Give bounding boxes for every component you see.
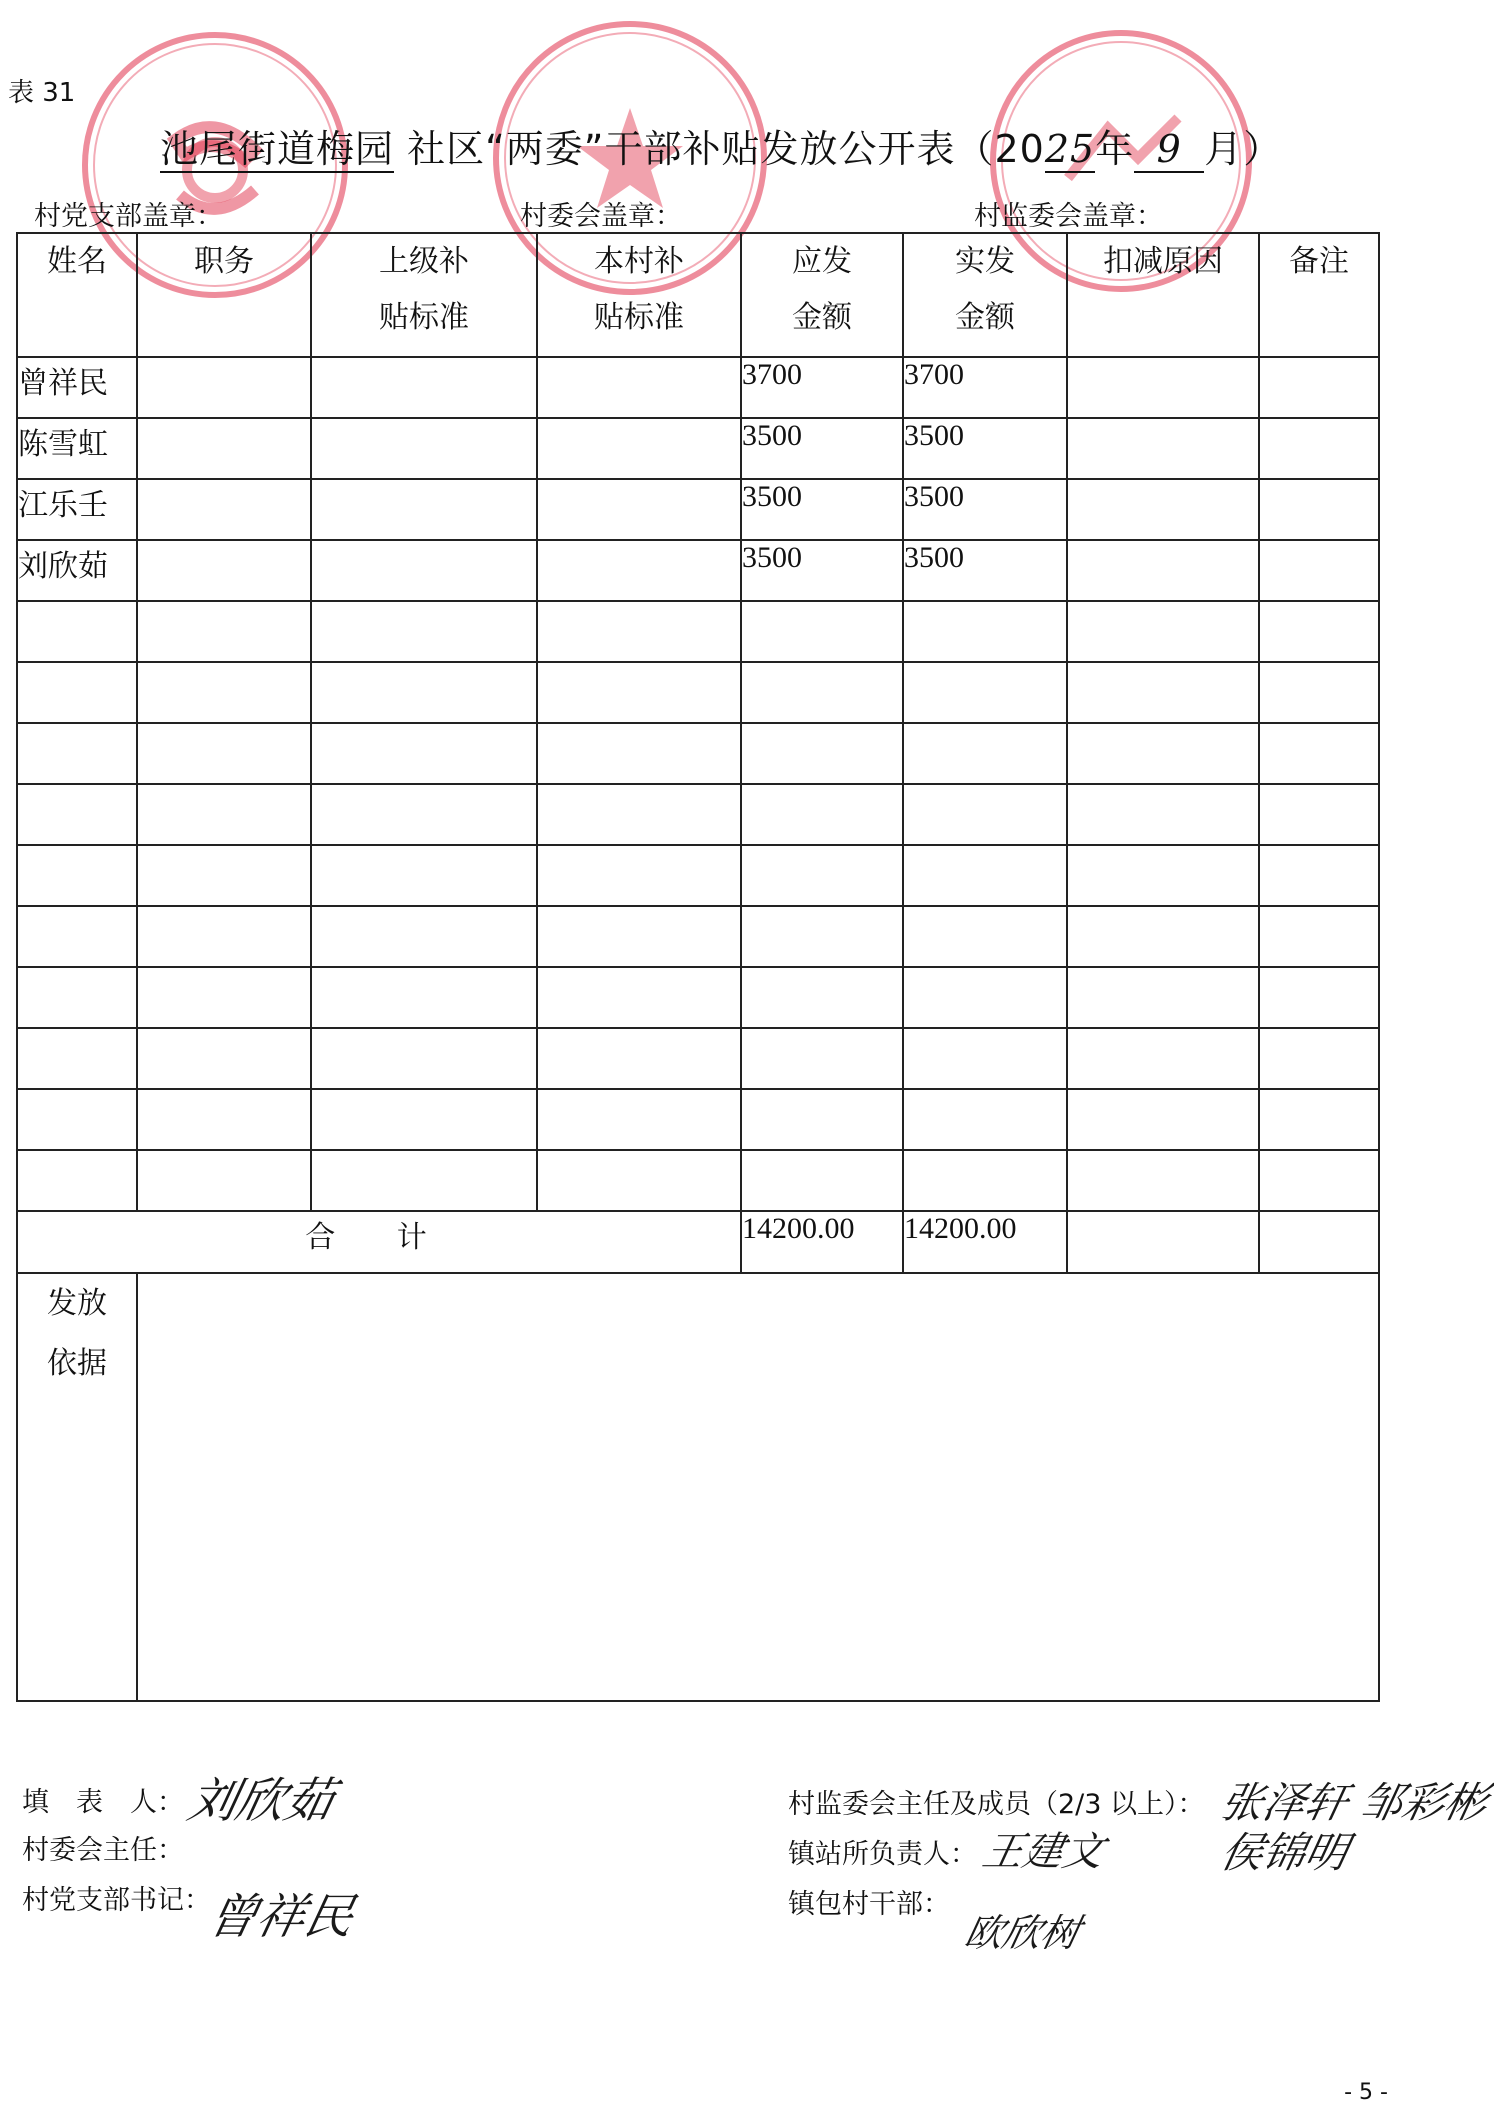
row-due: 3500 — [741, 540, 903, 601]
subsidy-table — [16, 232, 1380, 1702]
village-committee-seal-label: 村委会盖章： — [520, 201, 682, 232]
empty-row — [17, 1089, 1379, 1150]
row-paid: 3500 — [903, 540, 1067, 601]
header-row — [17, 233, 1379, 357]
title-month-label: 月） — [1204, 127, 1283, 171]
secretary-signature: 曾祥民 — [203, 1889, 360, 1945]
title-community: 池尾街道梅园 — [160, 127, 395, 171]
page-title — [160, 118, 1282, 173]
table-row — [17, 357, 1379, 418]
cadre-signature: 欧欣树 — [960, 1911, 1084, 1955]
title-year-handwritten: 25 — [1044, 127, 1096, 171]
table-row — [17, 540, 1379, 601]
empty-row — [17, 1150, 1379, 1211]
row-name: 江乐壬 — [17, 479, 137, 540]
row-due: 3500 — [741, 479, 903, 540]
row-due: 3500 — [741, 418, 903, 479]
row-due: 3700 — [741, 357, 903, 418]
row-paid: 3500 — [903, 479, 1067, 540]
supervision-seal-label: 村监委会盖章： — [974, 201, 1163, 232]
secretary-label: 村党支部书记： — [22, 1885, 211, 1916]
empty-row — [17, 723, 1379, 784]
title-year-label: 年 — [1095, 127, 1135, 171]
empty-row — [17, 967, 1379, 1028]
empty-row — [17, 906, 1379, 967]
row-name: 曾祥民 — [17, 357, 137, 418]
total-label: 合 计 — [17, 1211, 741, 1273]
supervision-signature-2: 侯锦明 — [1216, 1828, 1353, 1877]
row-paid: 3700 — [903, 357, 1067, 418]
filler-signature: 刘欣茹 — [183, 1773, 340, 1829]
supervision-label: 村监委会主任及成员（2/3 以上）： — [788, 1789, 1205, 1820]
total-row — [17, 1211, 1379, 1273]
row-name: 陈雪虹 — [17, 418, 137, 479]
total-paid: 14200.00 — [903, 1211, 1067, 1273]
header-deduction-reason: 扣减原因 — [1067, 233, 1259, 357]
header-paid-amount: 实发 金额 — [903, 233, 1067, 357]
director-label: 村委会主任： — [22, 1835, 184, 1866]
party-branch-seal-label: 村党支部盖章： — [34, 201, 223, 232]
table-row — [17, 418, 1379, 479]
basis-label: 发放 依据 — [17, 1273, 137, 1701]
header-remarks: 备注 — [1259, 233, 1379, 357]
empty-row — [17, 1028, 1379, 1089]
total-due: 14200.00 — [741, 1211, 903, 1273]
empty-row — [17, 845, 1379, 906]
row-name: 刘欣茹 — [17, 540, 137, 601]
filler-label: 填 表 人： — [22, 1787, 184, 1818]
supervision-signature-1: 张泽轩 邹彩彬 — [1216, 1778, 1493, 1827]
basis-content — [137, 1273, 1379, 1701]
header-upper-standard: 上级补 贴标准 — [311, 233, 537, 357]
table-number: 表 31 — [8, 78, 76, 108]
header-local-standard: 本村补 贴标准 — [537, 233, 741, 357]
title-month-handwritten: 9 — [1134, 127, 1204, 173]
cadre-label: 镇包村干部： — [788, 1889, 950, 1920]
header-position: 职务 — [137, 233, 311, 357]
empty-row — [17, 662, 1379, 723]
table-row — [17, 479, 1379, 540]
header-name: 姓名 — [17, 233, 137, 357]
empty-row — [17, 784, 1379, 845]
row-paid: 3500 — [903, 418, 1067, 479]
title-middle: 社区“两委”干部补贴发放公开表（20 — [394, 127, 1045, 171]
basis-row — [17, 1273, 1379, 1701]
header-due-amount: 应发 金额 — [741, 233, 903, 357]
station-label: 镇站所负责人： — [788, 1839, 977, 1870]
page-number: - 5 - — [1344, 2080, 1388, 2105]
station-signature: 王建文 — [978, 1829, 1109, 1875]
empty-row — [17, 601, 1379, 662]
